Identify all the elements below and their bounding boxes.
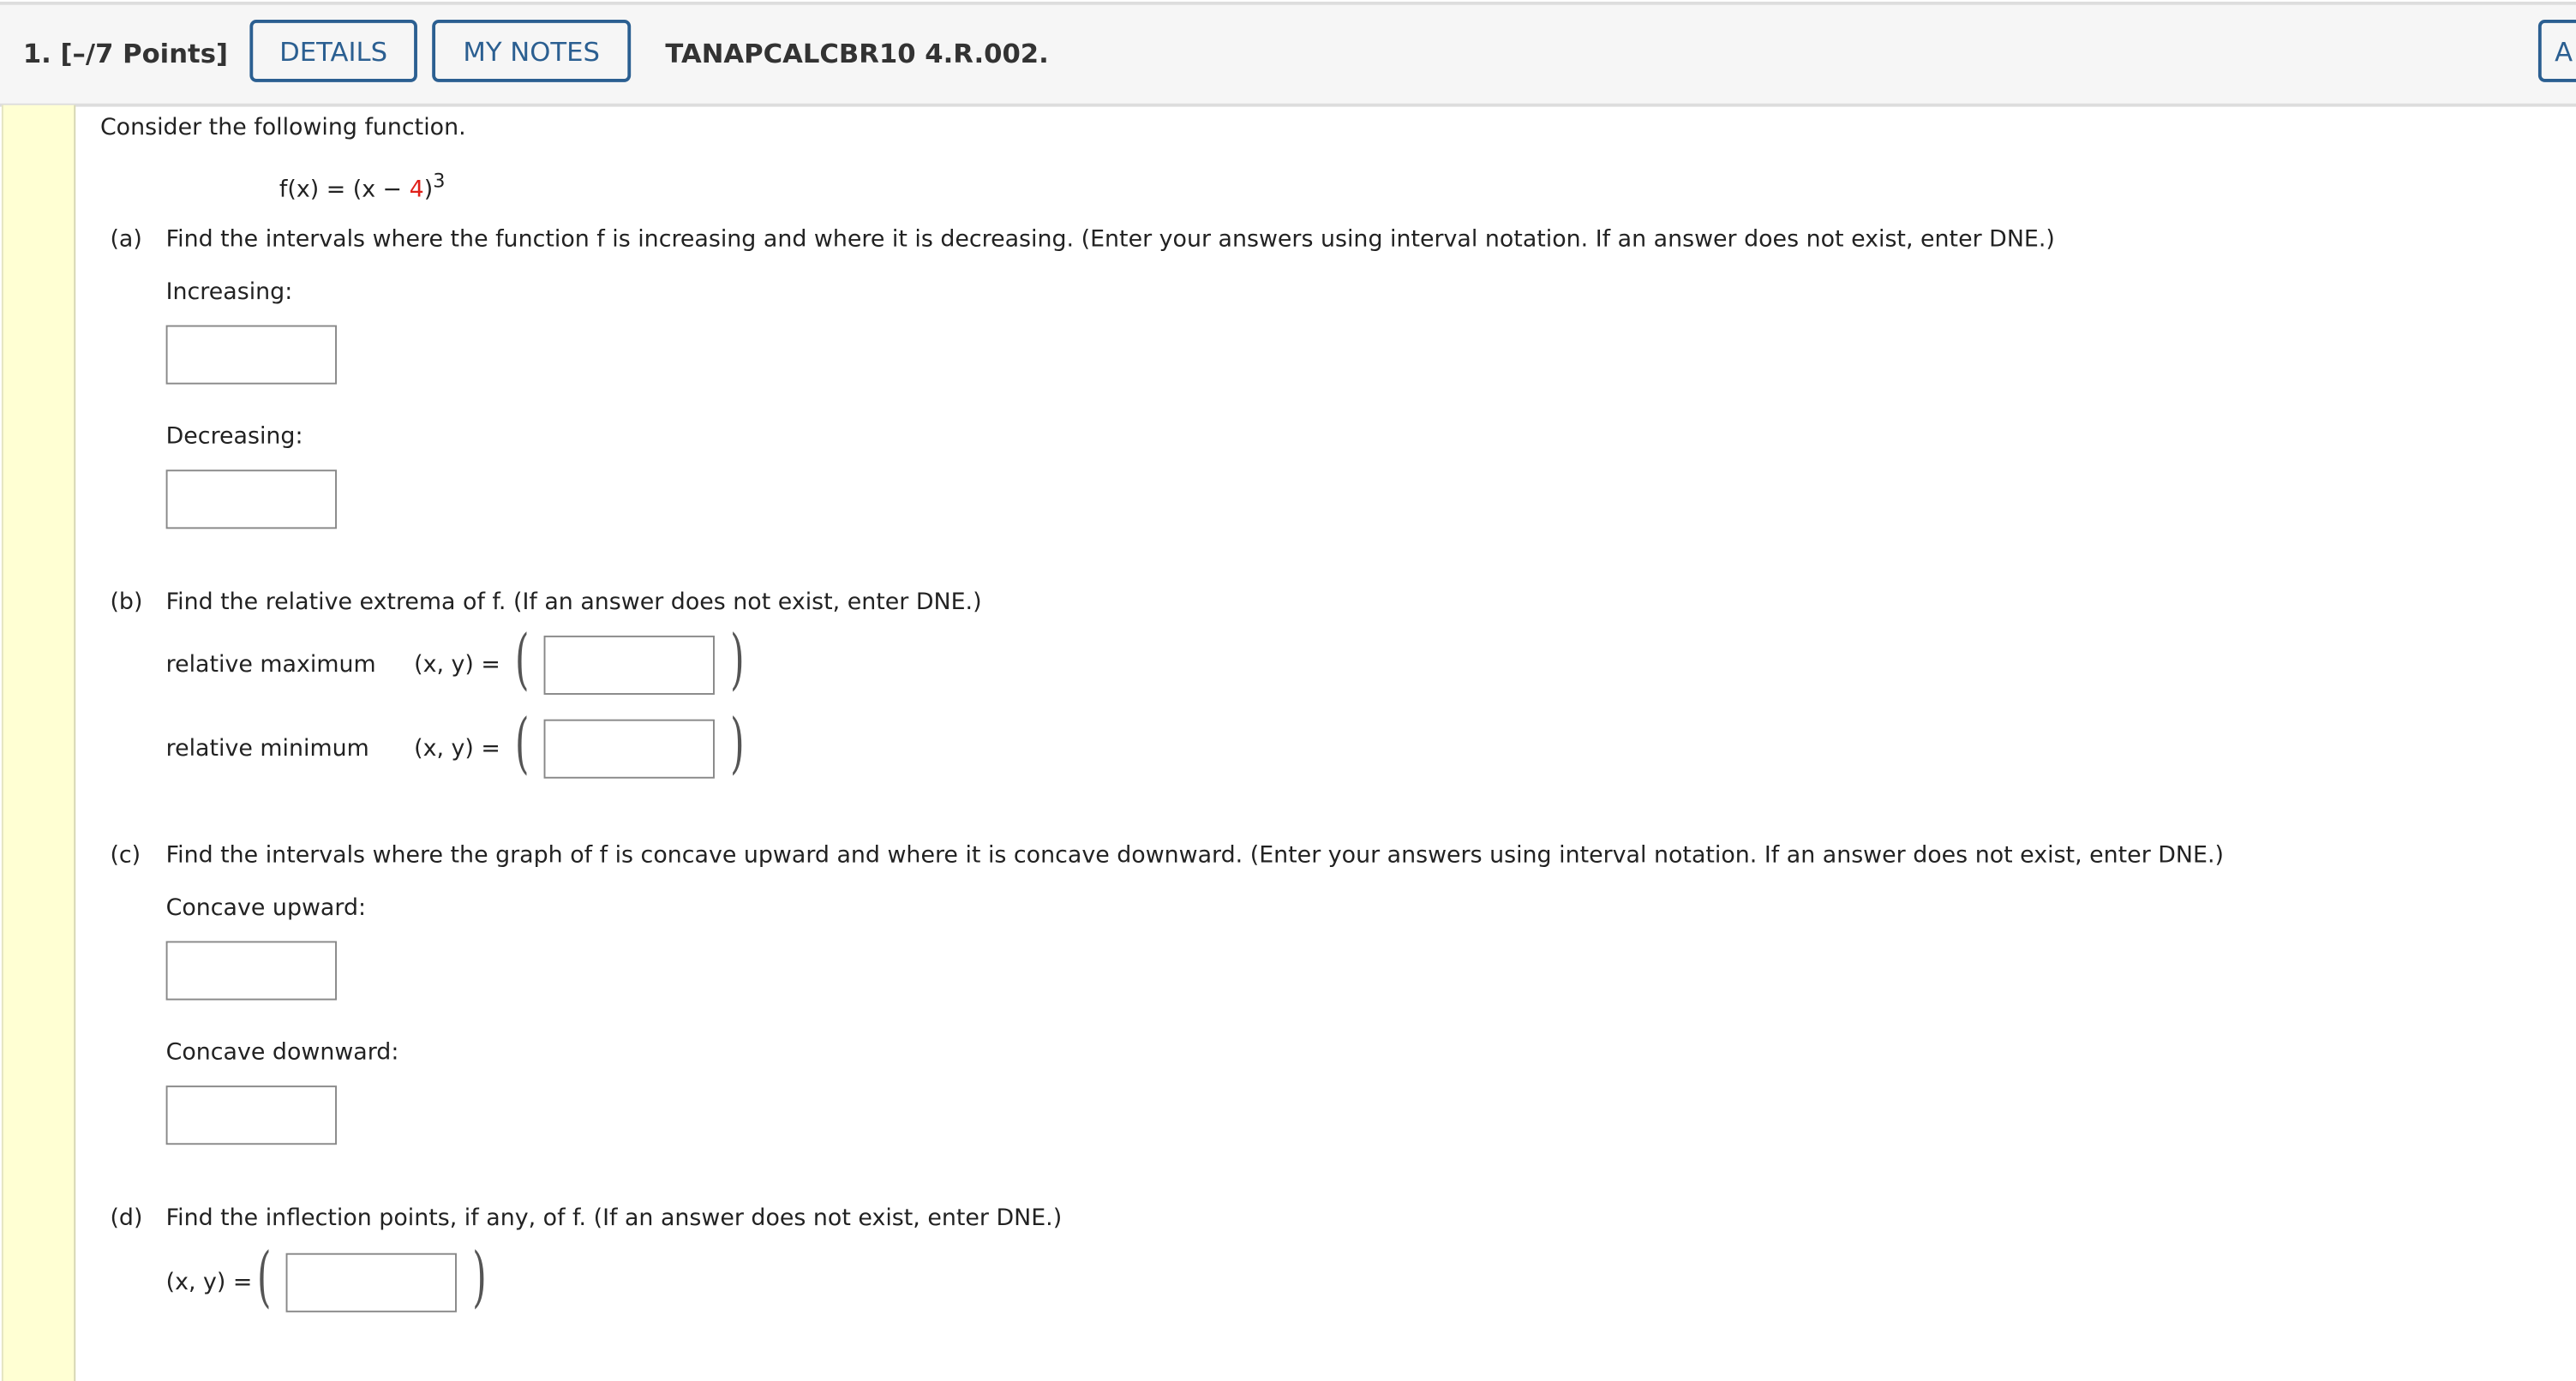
increasing-label: Increasing:: [165, 278, 293, 306]
open-paren: (: [515, 706, 530, 782]
relative-max-xy-label: (x, y) =: [414, 652, 500, 679]
inflection-xy-label: (x, y) =: [165, 1269, 253, 1296]
concave-up-input[interactable]: [166, 941, 337, 1000]
part-d-label: (d): [110, 1205, 143, 1232]
close-paren: ): [730, 706, 745, 782]
relative-max-input[interactable]: [544, 636, 715, 695]
part-d-prompt: Find the inflection points, if any, of f. (If an answer does not exist, enter DNE.): [165, 1205, 1063, 1232]
details-button[interactable]: DETAILS: [249, 20, 417, 82]
decreasing-label: Decreasing:: [165, 423, 303, 451]
part-b-label: (b): [110, 589, 143, 616]
my-notes-button[interactable]: MY NOTES: [432, 20, 631, 82]
open-paren: (: [515, 622, 530, 698]
concave-up-label: Concave upward:: [165, 894, 367, 922]
close-paren: ): [472, 1240, 487, 1316]
part-a-prompt: Find the intervals where the function f is increasing and where it is decreasing. (Enter your answers using interval notation. If an answer does not exist, enter DNE.): [165, 226, 2055, 254]
part-c-prompt: Find the intervals where the graph of f is concave upward and where it is concave downward. (Enter your answers using interval notation. If an answer does not exist, enter DNE.): [165, 842, 2224, 870]
part-a-label: (a): [110, 226, 142, 254]
relative-min-input[interactable]: [544, 720, 715, 779]
concave-down-label: Concave downward:: [165, 1039, 399, 1067]
concave-down-input[interactable]: [166, 1085, 337, 1145]
intro-text: Consider the following function.: [99, 115, 466, 141]
part-c-label: (c): [110, 842, 141, 870]
part-b-prompt: Find the relative extrema of f. (If an answer does not exist, enter DNE.): [165, 589, 982, 616]
increasing-input[interactable]: [166, 326, 337, 385]
question-sidebar: [2, 105, 75, 1381]
relative-max-label: relative maximum: [165, 652, 376, 679]
inflection-point-input[interactable]: [286, 1253, 457, 1312]
function-expression: $f(x) = (x - 4)^3$: [279, 169, 446, 204]
relative-min-xy-label: (x, y) =: [414, 735, 500, 762]
problem-code: TANAPCALCBR10 4.R.002.: [665, 38, 1049, 69]
close-paren: ): [730, 622, 745, 698]
question-points: 1. [–/7 Points]: [22, 38, 228, 69]
relative-min-label: relative minimum: [165, 735, 369, 762]
question-header: [0, 2, 2576, 107]
ask-teacher-button[interactable]: A: [2538, 20, 2576, 82]
decreasing-input[interactable]: [166, 469, 337, 529]
open-paren: (: [257, 1240, 272, 1316]
